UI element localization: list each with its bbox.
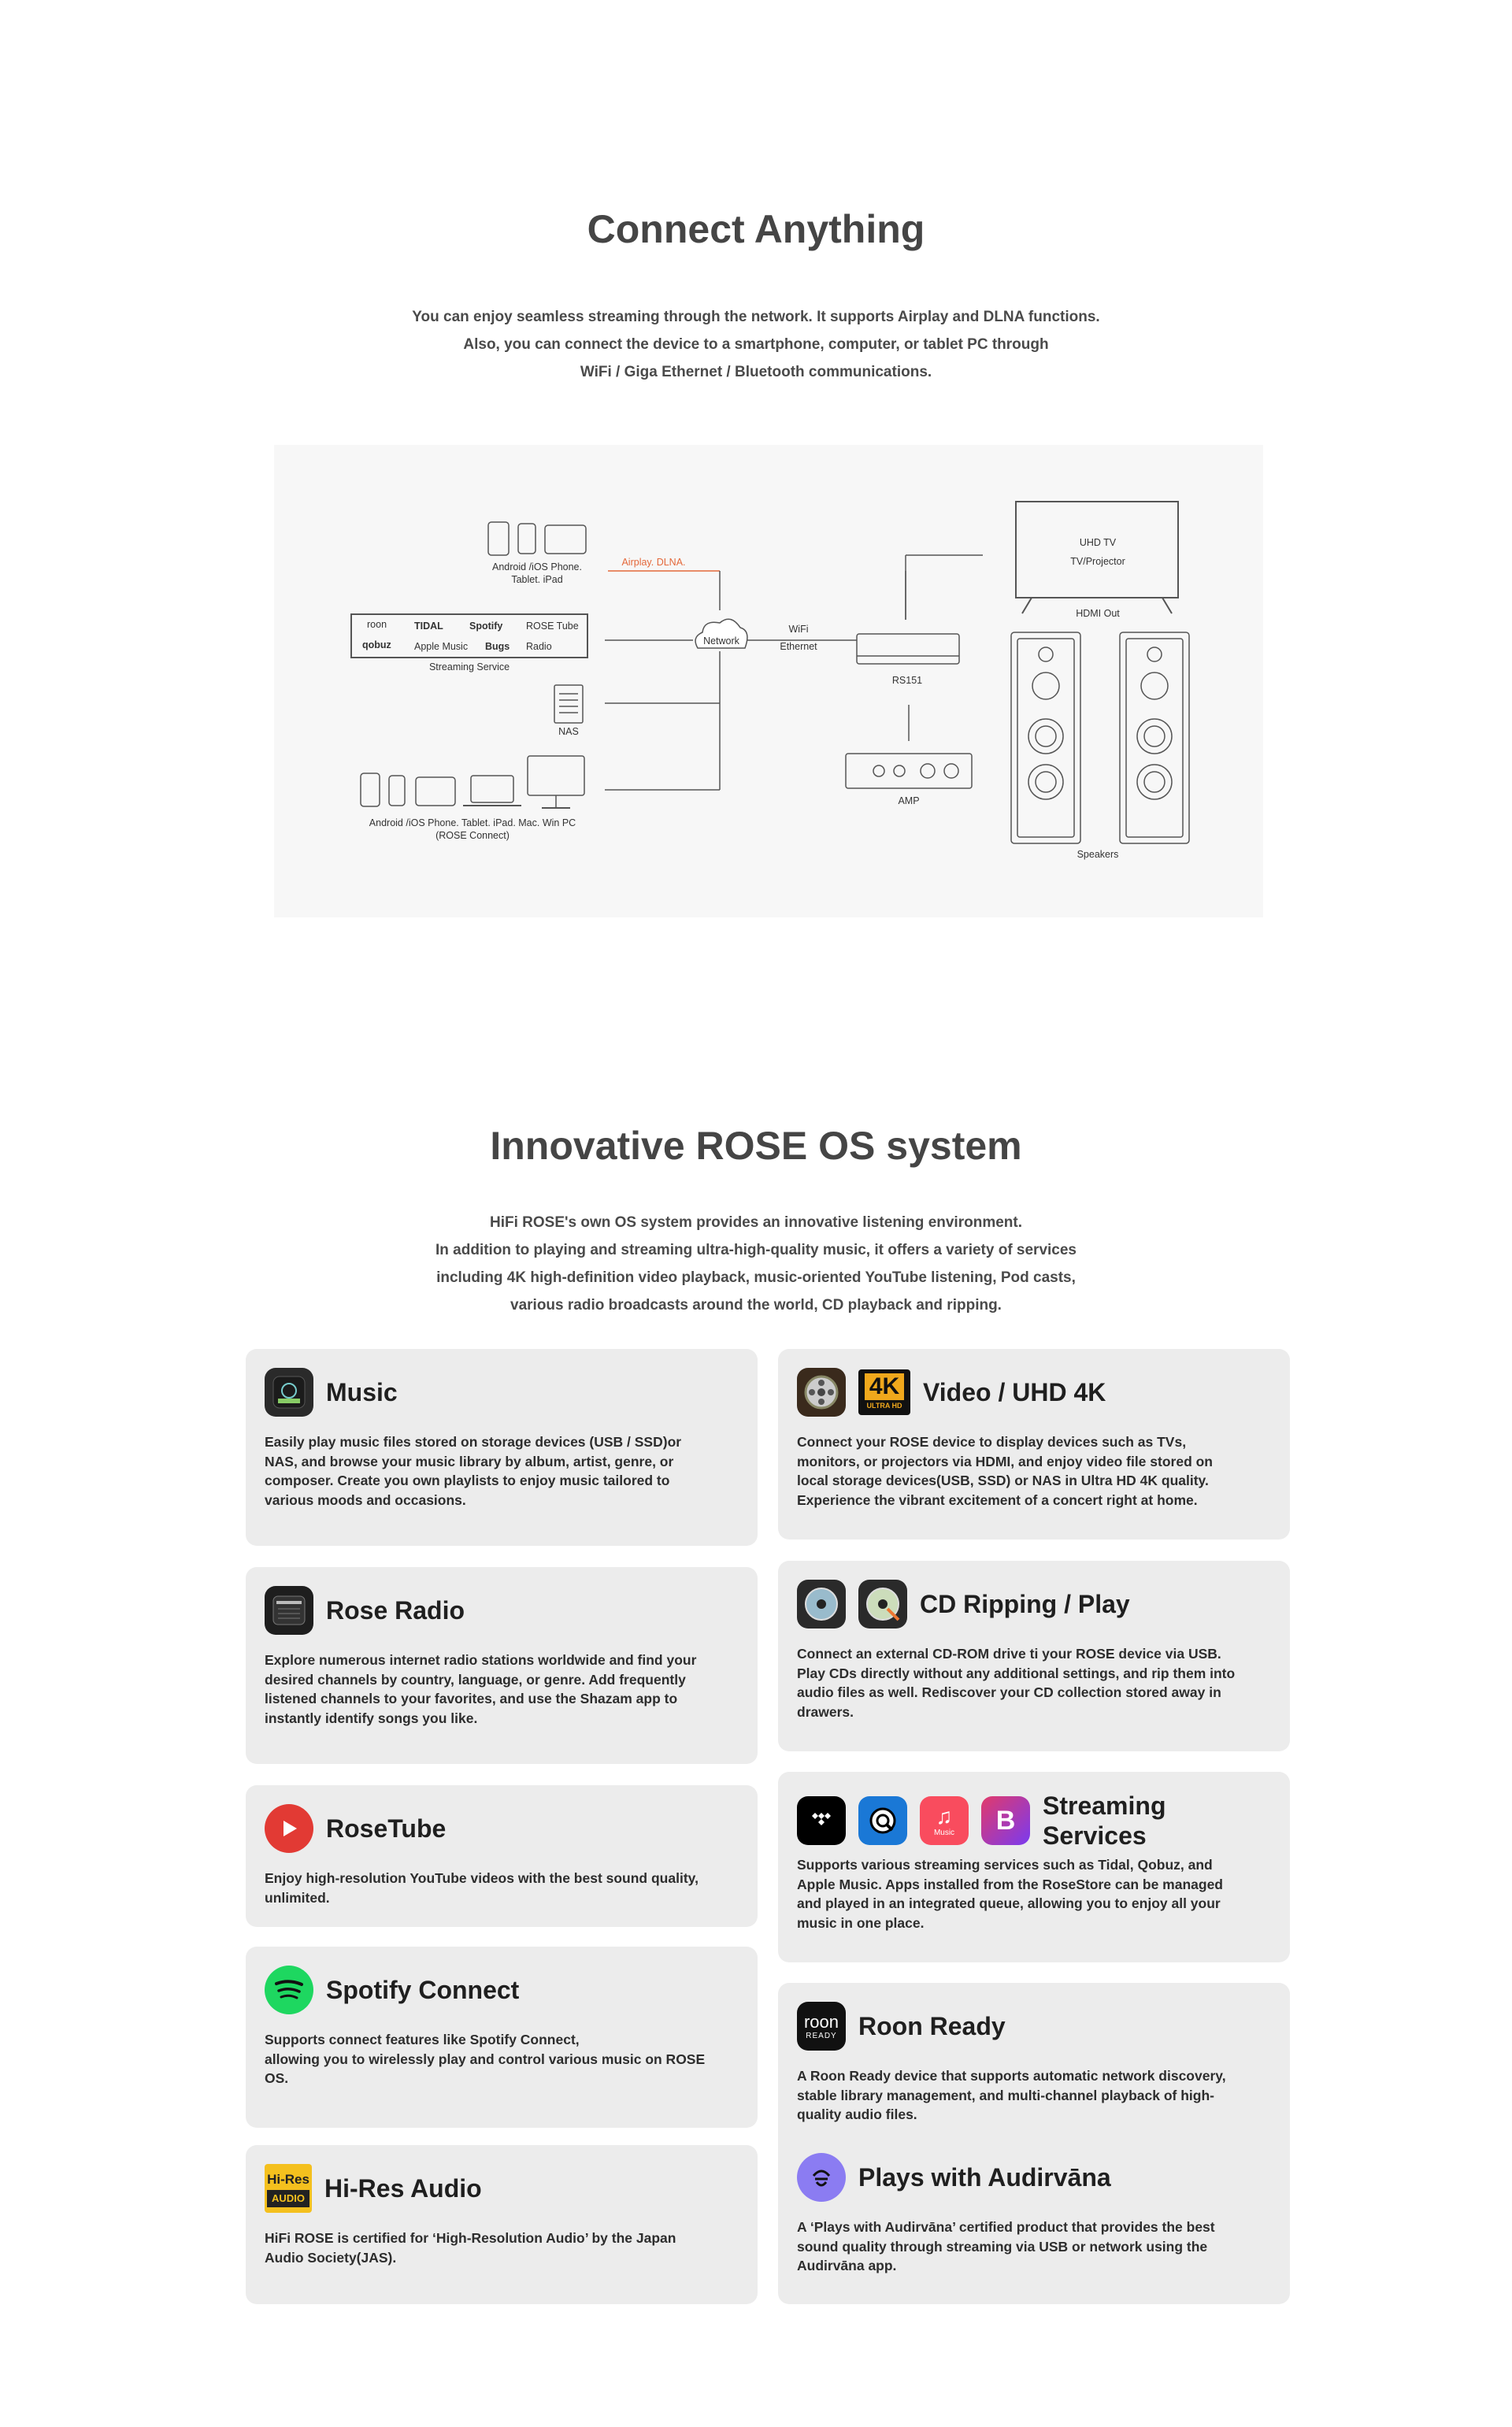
4k-ultra-hd-logo: 4K ULTRA HD — [858, 1369, 910, 1415]
service-qobuz: qobuz — [362, 639, 391, 650]
service-apple-music: Apple Music — [414, 641, 469, 652]
connect-title: Connect Anything — [587, 207, 925, 251]
hdmi-label: HDMI Out — [1076, 608, 1120, 619]
tv-sub: TV/Projector — [1070, 556, 1125, 567]
video-app-icon — [797, 1368, 846, 1417]
rose-os-intro-line: In addition to playing and streaming ultra-high-quality music, it offers a variety of services — [435, 1242, 1077, 1258]
music-title: Music — [326, 1378, 398, 1406]
nas-label: NAS — [558, 726, 579, 737]
hires-audio-logo: Hi-Res AUDIO — [265, 2164, 312, 2213]
phones-label: Android /iOS Phone. — [492, 561, 582, 572]
monitor-icon — [528, 756, 584, 795]
tv-icon — [1016, 502, 1178, 598]
streaming-label: Streaming Service — [428, 661, 510, 673]
cd-text: Connect an external CD-ROM drive ti your ROSE device via USB. Play CDs directly without any additional settings, and rip them into audio files as well. Rediscover your CD collection stored away in drawers. — [797, 1646, 1236, 1720]
service-spotify: Spotify — [469, 621, 503, 632]
rosetube-card — [246, 1785, 758, 1927]
speakers-label: Speakers — [1077, 849, 1119, 860]
tidal-icon — [797, 1796, 846, 1845]
connection-diagram — [274, 445, 1263, 917]
devices-label: (ROSE Connect) — [435, 830, 510, 841]
tablet-icon — [545, 525, 586, 554]
tablet-icon — [416, 777, 455, 806]
devices-label: Android /iOS Phone. Tablet. iPad. Mac. Win PC — [369, 817, 576, 828]
rose-os-title: Innovative ROSE OS system — [490, 1124, 1022, 1168]
connect-intro-line: You can enjoy seamless streaming through the network. It supports Airplay and DLNA functions. — [412, 309, 1100, 325]
roon-title: Roon Ready — [858, 2012, 1006, 2040]
phone-icon — [389, 776, 405, 806]
spotify-title: Spotify Connect — [326, 1976, 520, 2004]
radio-app-icon — [265, 1586, 313, 1635]
ethernet-label: Ethernet — [780, 641, 817, 652]
streaming-text: Supports various streaming services such as Tidal, Qobuz, and Apple Music. Apps installed from the RoseStore can be managed and played in an integrated queue, allowing you to enjoy all your music in one place. — [797, 1857, 1223, 1931]
radio-card — [246, 1567, 758, 1764]
service-tidal: TIDAL — [414, 621, 443, 632]
music-text: Easily play music files stored on storage devices (USB / SSD)or NAS, and browse your music library by album, artist, genre, or composer. Create you own playlists to enjoy music tailored to various moods and occasions. — [265, 1434, 682, 1508]
streaming-title: Streaming Services — [1043, 1792, 1166, 1850]
roon-audirvana-card — [778, 1983, 1290, 2304]
roon-text: A Roon Ready device that supports automatic network discovery, stable library management, and multi-channel playback of high- quality audio files. — [797, 2068, 1226, 2122]
audirvana-text: A ‘Plays with Audirvāna’ certified product that provides the best sound quality through streaming via USB or network using the Audirvāna app. — [797, 2219, 1215, 2273]
phone-icon — [361, 773, 380, 806]
connect-intro-line: Also, you can connect the device to a smartphone, computer, or tablet PC through — [463, 336, 1049, 353]
video-text: Connect your ROSE device to display devices such as TVs, monitors, or projectors via HDMI, and enjoy video file stored on local storage devices(USB, SSD) or NAS in Ultra HD 4K quality. Experience the vibrant excitement of a concert right at home. — [797, 1434, 1213, 1508]
speaker-icon — [1011, 632, 1080, 843]
cd-card — [778, 1561, 1290, 1751]
cd-rip-icon — [858, 1580, 907, 1628]
service-rosetube: ROSE Tube — [526, 621, 579, 632]
spotify-card — [246, 1947, 758, 2128]
video-title: Video / UHD 4K — [923, 1378, 1106, 1406]
tv-title: UHD TV — [1079, 537, 1117, 548]
rosetube-text: Enjoy high-resolution YouTube videos with the best sound quality, unlimited. — [265, 1870, 699, 1906]
phone-icon — [518, 524, 536, 554]
service-radio: Radio — [526, 641, 552, 652]
rs151-label: RS151 — [891, 675, 923, 686]
speaker-icon — [1120, 632, 1189, 843]
music-app-icon — [265, 1368, 313, 1417]
hires-title: Hi-Res Audio — [324, 2174, 482, 2203]
audirvana-icon — [797, 2153, 846, 2202]
spotify-icon — [265, 1966, 313, 2014]
rose-os-intro-line: including 4K high-definition video playback, music-oriented YouTube listening, Pod casts, — [436, 1269, 1076, 1286]
connect-intro-line: WiFi / Giga Ethernet / Bluetooth communications. — [580, 364, 932, 380]
rosetube-icon — [265, 1804, 313, 1853]
music-card — [246, 1349, 758, 1546]
phones-label: Tablet. iPad — [511, 574, 563, 585]
phone-icon — [488, 522, 509, 555]
airplay-label: Airplay. DLNA. — [621, 557, 686, 568]
radio-text: Explore numerous internet radio stations worldwide and find your desired channels by country, language, or genre. Add frequently listened channels to your favorites, and use the Shazam app to instantly identify songs you like. — [265, 1652, 697, 1726]
cd-play-icon — [797, 1580, 846, 1628]
connect-intro — [0, 303, 1512, 386]
rosetube-title: RoseTube — [326, 1814, 447, 1843]
rose-os-intro — [0, 1209, 1512, 1319]
rose-os-intro-line: various radio broadcasts around the world, CD playback and ripping. — [510, 1297, 1002, 1314]
wifi-label: WiFi — [788, 624, 809, 635]
nas-icon — [554, 685, 583, 723]
spotify-text: Supports connect features like Spotify Connect, allowing you to wirelessly play and control various music on ROSE OS. — [265, 2032, 706, 2086]
network-label: Network — [703, 635, 739, 647]
rs151-icon — [857, 634, 959, 664]
rose-os-intro-line: HiFi ROSE's own OS system provides an innovative listening environment. — [489, 1214, 1022, 1231]
audirvana-title: Plays with Audirvāna — [858, 2163, 1111, 2192]
apple-music-icon: ♫ Music — [920, 1796, 969, 1845]
amp-icon — [846, 754, 972, 788]
hires-card — [246, 2145, 758, 2304]
streaming-card — [778, 1772, 1290, 1962]
diagram-svg — [274, 445, 1263, 917]
qobuz-icon — [858, 1796, 907, 1845]
radio-title: Rose Radio — [326, 1596, 465, 1625]
roon-ready-logo: roon READY — [797, 2002, 846, 2051]
laptop-icon — [471, 776, 513, 802]
amp-label: AMP — [898, 795, 920, 806]
video-card — [778, 1349, 1290, 1540]
bugs-icon: B — [981, 1796, 1030, 1845]
service-roon: roon — [367, 619, 387, 630]
cd-title: CD Ripping / Play — [920, 1590, 1130, 1618]
service-bugs: Bugs — [485, 641, 510, 652]
hires-text: HiFi ROSE is certified for ‘High-Resolution Audio’ by the Japan Audio Society(JAS). — [265, 2230, 676, 2266]
